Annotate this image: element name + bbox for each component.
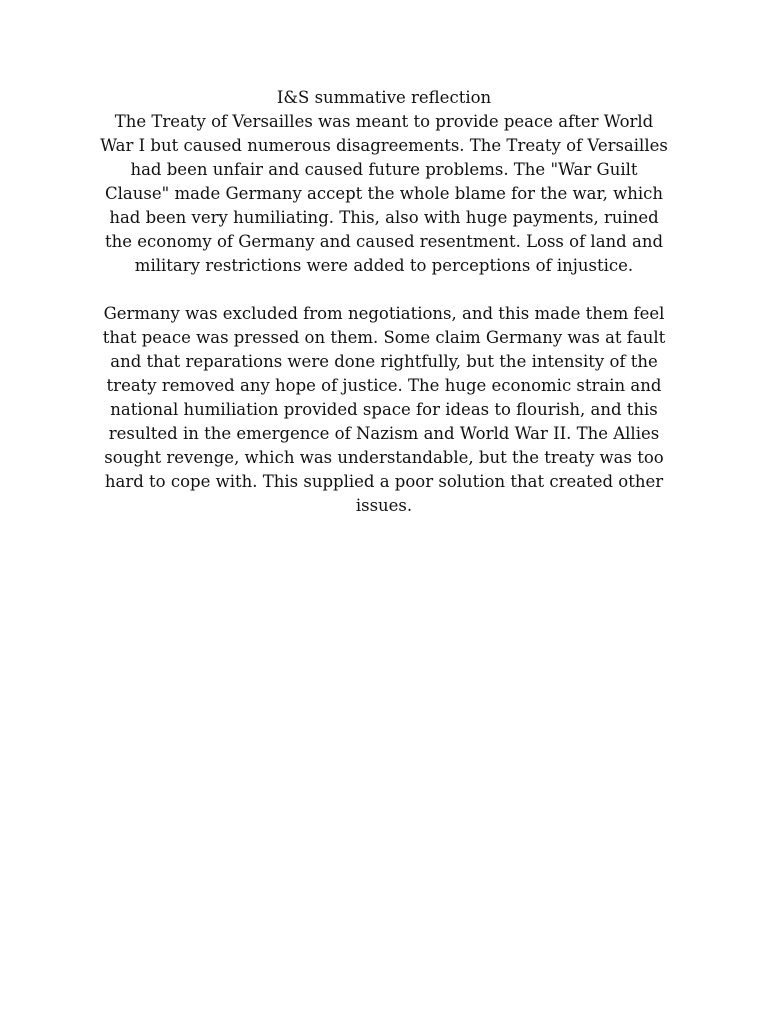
- paragraph-2-line: sought revenge, which was understandable, but the treaty was too: [104, 448, 664, 467]
- paragraph-1-line: War I but caused numerous disagreements. The Treaty of Versailles: [100, 136, 668, 155]
- document-body: [84, 86, 684, 518]
- paragraph-2-line: that peace was pressed on them. Some claim Germany was at fault: [102, 328, 666, 347]
- paragraph-1-line: Clause" made Germany accept the whole blame for the war, which: [105, 184, 663, 203]
- paragraph-2-line: hard to cope with. This supplied a poor solution that created other: [104, 472, 664, 491]
- paragraph-1-line: the economy of Germany and caused resentment. Loss of land and: [104, 232, 664, 251]
- paragraph-1: [84, 110, 684, 278]
- paragraph-2-line: and that reparations were done rightfully, but the intensity of the: [110, 352, 658, 371]
- paragraph-2-line: treaty removed any hope of justice. The huge economic strain and: [106, 376, 662, 395]
- paragraph-2-line: Germany was excluded from negotiations, and this made them feel: [103, 304, 665, 323]
- paragraph-2-line: issues.: [355, 496, 413, 515]
- paragraph-2: [84, 302, 684, 518]
- paragraph-spacer: [84, 278, 684, 302]
- paragraph-2-line: national humiliation provided space for ideas to flourish, and this: [110, 400, 658, 419]
- document-title: I&S summative reflection: [276, 88, 492, 107]
- paragraph-1-line: had been very humiliating. This, also with huge payments, ruined: [109, 208, 659, 227]
- paragraph-1-line: had been unfair and caused future problems. The "War Guilt: [130, 160, 638, 179]
- paragraph-1-line: military restrictions were added to perceptions of injustice.: [134, 256, 634, 275]
- paragraph-1-line: The Treaty of Versailles was meant to provide peace after World: [114, 112, 654, 131]
- paragraph-2-line: resulted in the emergence of Nazism and World War II. The Allies: [108, 424, 660, 443]
